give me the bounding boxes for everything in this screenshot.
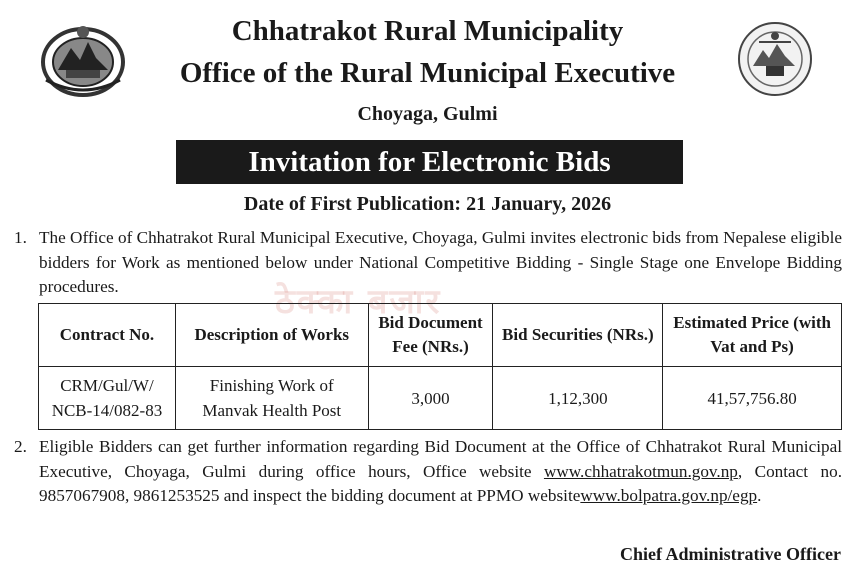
office-name: Office of the Rural Municipal Executive xyxy=(179,57,676,89)
office-website-link[interactable]: www.chhatrakotmun.gov.np xyxy=(543,461,738,481)
paragraph-2 xyxy=(14,435,842,509)
table-header-row xyxy=(39,304,842,367)
watermark: ठेक्का बजार xyxy=(275,282,442,322)
text-segment: . xyxy=(757,486,762,505)
table-row xyxy=(39,367,842,430)
publication-date: Date of First Publication: 21 January, 2026 xyxy=(243,193,612,215)
signoff: Chief Administrative Officer xyxy=(620,544,841,564)
text-segment: , Contact no. 9857067908, 9861253525 and inspect the bidding document at PPMO website xyxy=(39,461,842,505)
column-header: Contract No. xyxy=(39,304,176,367)
paragraph-text xyxy=(39,435,842,509)
notice-banner: Invitation for Electronic Bids xyxy=(176,140,683,184)
estimated-price-cell: 41,57,756.80 xyxy=(663,367,842,430)
paragraph-number: 2. xyxy=(14,437,27,456)
contract-no-cell: CRM/Gul/W/ NCB-14/082-83 xyxy=(39,367,176,430)
column-header: Bid Document Fee (NRs.) xyxy=(368,304,493,367)
location: Choyaga, Gulmi xyxy=(357,103,498,125)
paragraph-text: The Office of Chhatrakot Rural Municipal Executive, Choyaga, Gulmi invites electronic bids from Nepalese eligible bidders for Work as mentioned below under National Competitive Bidding - Single Stage one Envelope Bidding procedures. xyxy=(39,228,842,296)
ppmo-website-link[interactable]: www.bolpatra.gov.np/egp xyxy=(580,486,758,505)
description-cell: Finishing Work of Manvak Health Post xyxy=(175,367,368,430)
column-header: Bid Securities (NRs.) xyxy=(493,304,663,367)
column-header: Description of Works xyxy=(175,304,368,367)
fee-cell: 3,000 xyxy=(368,367,493,430)
column-header: Estimated Price (with Vat and Ps) xyxy=(663,304,842,367)
paragraph-number: 1. xyxy=(14,228,27,247)
municipality-name: Chhatrakot Rural Municipality xyxy=(231,15,624,47)
security-cell: 1,12,300 xyxy=(493,367,663,430)
text-segment: Eligible Bidders can get further information regarding Bid Document at the Office of Chhatrakot Rural Municipal Executive, Choyaga, Gulmi during office hours, Office website xyxy=(39,437,842,481)
bid-table xyxy=(38,303,842,430)
